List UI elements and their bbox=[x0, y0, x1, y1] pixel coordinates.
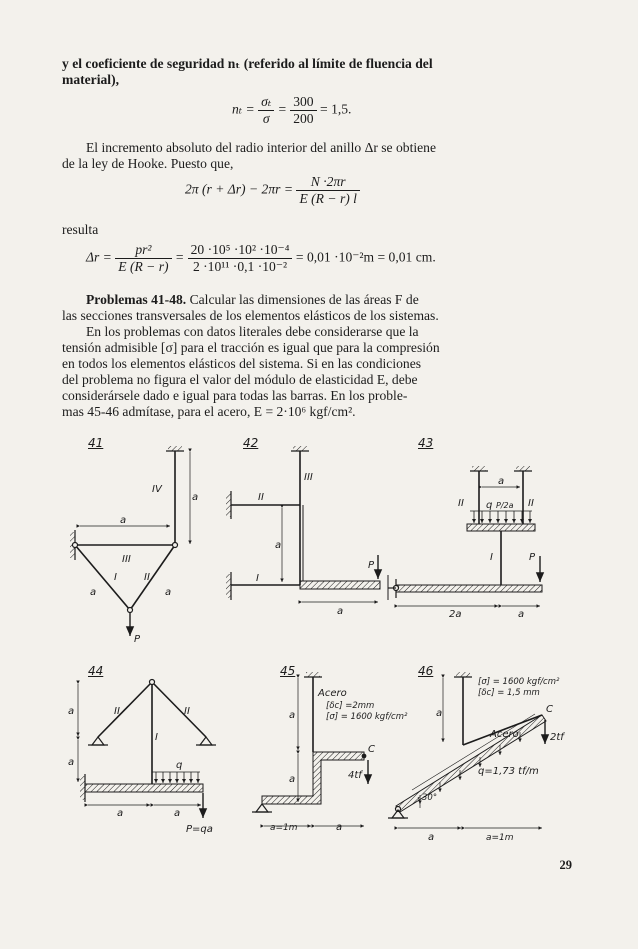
fig44-label-ii-right: II bbox=[184, 706, 190, 717]
para3-line8: mas 45-46 admítase, para el acero, E = 2·10⁶ kgf/cm². bbox=[62, 404, 356, 419]
figure-42 bbox=[226, 446, 380, 602]
fig46-label-c: C bbox=[546, 704, 553, 715]
fig45-label-sigma: [σ] = 1600 kgf/cm² bbox=[326, 712, 408, 722]
fig43-label-p: P bbox=[529, 552, 536, 563]
page-number: 29 bbox=[559, 858, 572, 872]
figure-number-43: 43 bbox=[418, 436, 434, 450]
fig41-label-a-left: a bbox=[90, 587, 97, 598]
fig45-label-delta: [δᴄ] =2mm bbox=[326, 701, 375, 711]
fig43-label-ii-right: II bbox=[528, 498, 534, 509]
fig45-label-a-bottom: a bbox=[289, 774, 296, 785]
fig44-label-ii-left: II bbox=[114, 706, 120, 717]
figure-number-42: 42 bbox=[243, 436, 259, 450]
para3-line4: tensión admisible [σ] para el tracción es igual que para la compresión bbox=[62, 340, 440, 355]
fig43-label-ii-left: II bbox=[458, 498, 464, 509]
fig46-label-a-1m: a=1m bbox=[486, 833, 514, 843]
fig45-label-a-1m: a=1m bbox=[270, 823, 298, 833]
equation-hooke: 2π (r + Δr) − 2πr = $\frac{N \cdot 2\pi r}{E (R - r) l}$ bbox=[185, 174, 360, 207]
fig44-label-a-top: a bbox=[68, 706, 75, 717]
fig45-label-a-right: a bbox=[336, 822, 343, 833]
para3-line6: del problema no figura el valor del módulo de elasticidad E, debe bbox=[62, 372, 418, 387]
figure-44 bbox=[78, 680, 216, 819]
fig44-label-q: q bbox=[176, 760, 183, 771]
fig43-label-a-top: a bbox=[498, 476, 505, 487]
fig41-label-a-top: a bbox=[120, 515, 127, 526]
figure-number-41: 41 bbox=[88, 436, 104, 450]
para2-line2: de la ley de Hooke. Puesto que, bbox=[62, 156, 234, 171]
fig42-label-ii: II bbox=[258, 492, 264, 503]
fig46-label-force: 2tf bbox=[550, 732, 564, 743]
fig46-label-a-bottom: a bbox=[428, 832, 435, 843]
fig46-label-q: q=1,73 tf/m bbox=[478, 766, 539, 777]
fig44-label-p: P=qa bbox=[186, 824, 213, 835]
fig43-label-2a: 2a bbox=[449, 609, 462, 620]
fig46-label-a-vertical: a bbox=[436, 708, 443, 719]
fig42-label-p: P bbox=[368, 560, 375, 571]
fig44-label-a-left: a bbox=[117, 808, 124, 819]
fig41-label-a-vertical: a bbox=[192, 492, 199, 503]
fig45-label-force: 4tf bbox=[348, 770, 362, 781]
fig41-label-p: P bbox=[134, 634, 141, 645]
figure-41 bbox=[70, 446, 190, 636]
fig43-label-a-bottom: a bbox=[518, 609, 525, 620]
para3-line3: En los problemas con datos literales debe considerarse que la bbox=[86, 324, 419, 339]
resulta-text: resulta bbox=[62, 222, 99, 237]
figure-43 bbox=[388, 466, 542, 606]
fig46-label-sigma: [σ] = 1600 kgf/cm² bbox=[478, 677, 560, 687]
para2-line1: El incremento absoluto del radio interior del anillo Δr se obtiene bbox=[86, 140, 436, 155]
fig43-label-i: I bbox=[490, 552, 493, 563]
figure-number-44: 44 bbox=[88, 664, 104, 678]
para3-line7: considerársele dado e igual para todas las barras. En los proble- bbox=[62, 388, 408, 403]
fig42-label-i: I bbox=[256, 573, 259, 584]
fig43-label-q: q bbox=[486, 500, 493, 511]
fig43-label-p-over-2a: P/2a bbox=[496, 501, 514, 510]
fig41-label-iii: III bbox=[122, 554, 131, 565]
fig44-label-a-right: a bbox=[174, 808, 181, 819]
fig45-label-acero: Acero bbox=[318, 688, 347, 699]
fig42-label-iii: III bbox=[304, 472, 313, 483]
para1-line2: material), bbox=[62, 72, 119, 87]
fig41-label-i: I bbox=[114, 572, 117, 583]
fig42-label-a-vertical: a bbox=[275, 540, 282, 551]
equation-delta-r: Δr = $\frac{\text{pr²}}{E (R - r)}$ = $\frac{\text{20 ·10⁵ ·10² ·10⁻⁴}}{\text{2 ·10¹¹ ·0,1 ·10⁻²}}$ = 0,01 ·10⁻²m = 0,01 cm. bbox=[86, 242, 436, 274]
fig44-label-a-bottom: a bbox=[68, 757, 75, 768]
figure-number-46: 46 bbox=[418, 664, 434, 678]
fig45-label-c: C bbox=[368, 744, 375, 755]
fig46-label-acero: Acero bbox=[490, 729, 519, 740]
figure-45 bbox=[252, 672, 368, 826]
para3-line5: en todos los elementos elásticos del sistema. Si en las condiciones bbox=[62, 356, 422, 371]
para3-line2: las secciones transversales de los elementos elásticos de los sistemas. bbox=[62, 308, 439, 323]
fig44-label-i: I bbox=[155, 732, 158, 743]
fig45-label-a-top: a bbox=[289, 710, 296, 721]
fig41-label-iv: IV bbox=[152, 484, 162, 495]
equation-safety-factor: nₜ = $\frac{\text{σₜ}}{\sigma}$ = $\frac{300}{200}$ = 1,5. bbox=[232, 94, 352, 126]
para3-line1: Problemas 41-48. Calcular las dimensiones de las áreas F de bbox=[86, 292, 419, 307]
fig46-label-delta: [δᴄ] = 1,5 mm bbox=[478, 688, 540, 698]
fig41-label-a-right: a bbox=[165, 587, 172, 598]
figure-number-45: 45 bbox=[280, 664, 296, 678]
fig42-label-a-horizontal: a bbox=[337, 606, 344, 617]
fig41-label-ii: II bbox=[144, 572, 150, 583]
para1-line1: y el coeficiente de seguridad nₜ (referido al límite de fluencia del bbox=[62, 56, 433, 71]
fig46-label-angle: 30° bbox=[422, 793, 438, 803]
